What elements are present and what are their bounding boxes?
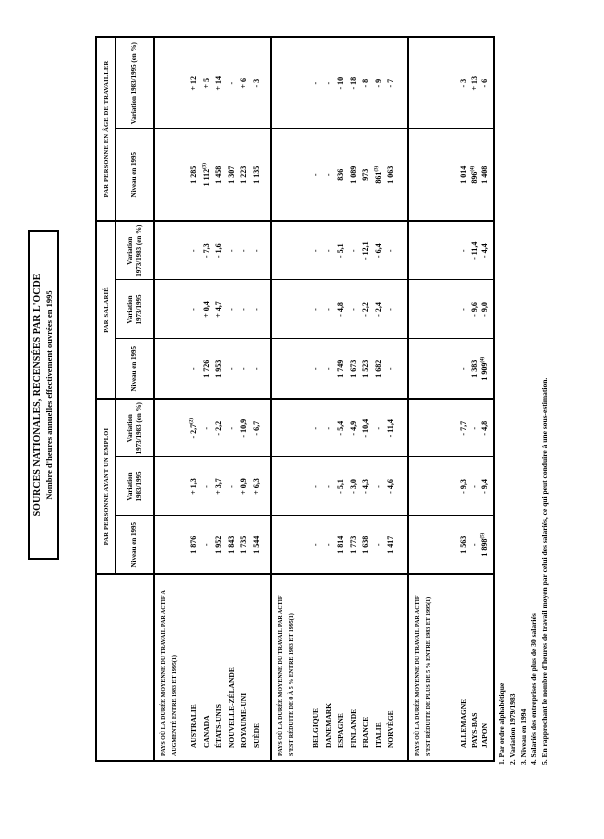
country-name: FRANCE	[361, 716, 370, 748]
value: -	[386, 367, 395, 371]
country-name: PAYS-BAS	[469, 712, 479, 748]
col-header: Variation 1973/1995	[116, 280, 155, 339]
value-cell	[408, 129, 494, 221]
value: 1 223	[239, 165, 248, 184]
value: + 0,4	[201, 301, 211, 318]
footnote: 5. En rapprochant le nombre d'heures de travail moyen par celui des salariés, ce qui peut conduire à une sous-estimation.	[540, 377, 550, 765]
value: 1 638	[361, 535, 370, 554]
value: - 4,9	[348, 420, 358, 436]
value-cell	[271, 221, 408, 280]
value: - 4,6	[386, 479, 395, 494]
value: - 9,3	[459, 479, 468, 494]
country-name: ÉTATS-UNIS	[214, 704, 223, 748]
value-cell	[154, 221, 271, 280]
value: 1 814	[336, 535, 345, 554]
country-name: ALLEMAGNE	[459, 698, 468, 748]
country-cell	[271, 574, 408, 761]
value: -	[459, 367, 468, 371]
value: -	[469, 426, 479, 430]
value: 1 563	[459, 535, 468, 554]
value-cell	[154, 457, 271, 516]
country-name: NORVÈGE	[386, 710, 395, 748]
value-cell	[154, 129, 271, 221]
col-header: Variation 1983/1995 (en %)	[116, 37, 155, 129]
value: -	[226, 426, 236, 430]
value: 1 307	[226, 165, 236, 184]
value: -	[239, 308, 248, 311]
group-header-salarie: PAR SALARIÉ	[96, 221, 116, 399]
value: - 3,0	[348, 479, 358, 494]
value: 1 544	[251, 535, 261, 554]
value: 973	[361, 168, 370, 181]
value: - 3	[459, 78, 468, 88]
value	[201, 129, 214, 220]
footnote-ref: (3)	[373, 165, 379, 172]
value: -	[311, 308, 320, 311]
value: -	[189, 367, 198, 371]
footnote: 2. Variation 1979/1983	[507, 693, 517, 765]
value	[188, 400, 201, 457]
value: 836	[336, 168, 345, 181]
value: 1 726	[201, 359, 211, 378]
value: -	[311, 426, 320, 430]
footnotes	[497, 378, 551, 765]
value: - 5,1	[336, 479, 345, 494]
value: + 13	[469, 75, 479, 91]
value: -	[323, 543, 333, 547]
value: - 5,1	[336, 243, 345, 259]
country-name: ESPAGNE	[336, 713, 345, 748]
value: -	[189, 308, 198, 311]
value: - 2,2	[361, 302, 370, 317]
value: -	[323, 249, 333, 253]
value: - 8	[361, 78, 370, 88]
value-number: 1 898	[480, 538, 489, 557]
value: - 2,4	[373, 302, 383, 317]
value: -	[201, 485, 211, 488]
value: 1 063	[386, 165, 395, 184]
value-cell	[154, 516, 271, 574]
value: 1 458	[214, 165, 223, 184]
value: 1 749	[336, 359, 345, 378]
value: - 1,6	[214, 243, 223, 259]
value: 1 952	[214, 535, 223, 554]
footnote-ref: (4)	[480, 356, 486, 363]
group-header-emploi: PAR PERSONNE AYANT UN EMPLOI	[96, 399, 116, 574]
value: - 18	[348, 76, 358, 90]
col-header: Niveau en 1995	[116, 339, 155, 399]
value-cell	[271, 516, 408, 574]
footnote: 4. Salariés des entreprises de plus de 30 salariés	[529, 613, 539, 765]
value: - 9,6	[469, 302, 479, 317]
title-box	[28, 230, 59, 560]
value: - 4,8	[480, 420, 489, 436]
value-cell	[271, 399, 408, 457]
value	[480, 340, 491, 399]
value: -	[348, 308, 358, 311]
value-cell	[408, 516, 494, 574]
value: - 7,3	[201, 243, 211, 259]
value: - 4,3	[361, 479, 370, 494]
country-name: CANADA	[201, 715, 211, 748]
value: + 3,7	[214, 478, 223, 495]
col-header: Variation 1973/1983 (en %)	[116, 399, 155, 457]
value: 1 089	[348, 165, 358, 184]
footnote: 3. Niveau en 1994	[518, 708, 528, 765]
value: 1 417	[386, 535, 395, 554]
value: -	[226, 81, 236, 85]
value: - 9	[373, 78, 383, 88]
value-cell	[271, 37, 408, 129]
footnote-ref: (3)	[201, 163, 207, 169]
value: -	[373, 426, 383, 430]
value: -	[226, 308, 236, 311]
group-heading: PAYS OÙ LA DURÉE MOYENNE DU TRAVAIL PAR ACTIF S'EST RÉDUITE DE 0 À 5 % ENTRE 1983 ET 1995(1)	[278, 595, 295, 756]
value: - 10,4	[361, 418, 370, 438]
footnote-ref: (2)	[189, 418, 195, 424]
country-name: ITALIE	[373, 722, 383, 748]
value: + 6,3	[251, 478, 261, 495]
value-cell	[154, 280, 271, 339]
value-number: 1 909	[480, 362, 489, 381]
value: 1 014	[459, 165, 468, 184]
value: -	[373, 543, 383, 547]
country-name: BELGIQUE	[311, 707, 320, 748]
value: 1 843	[226, 535, 236, 554]
value: 1 876	[189, 535, 198, 554]
value: 1 285	[189, 165, 198, 184]
value: -	[226, 485, 236, 488]
table-row-group	[271, 37, 408, 761]
country-cell	[408, 574, 494, 761]
col-header: Variation 1983/1995	[116, 457, 155, 516]
value: + 1,3	[189, 478, 198, 495]
value: 1 673	[348, 359, 358, 378]
value: 1 523	[361, 359, 370, 378]
footnote-ref: (4)	[469, 165, 475, 172]
value: -	[311, 249, 320, 253]
value-cell	[408, 37, 494, 129]
value: - 7,7	[459, 420, 468, 436]
value: - 4,8	[336, 302, 345, 317]
value-cell	[271, 339, 408, 399]
table-row-group	[154, 37, 271, 761]
table-body	[154, 37, 494, 761]
value: - 11,4	[386, 419, 395, 438]
value: -	[239, 249, 248, 253]
value-cell	[154, 339, 271, 399]
col-header: Niveau en 1995	[116, 129, 155, 221]
value: -	[469, 485, 479, 488]
value: -	[459, 249, 468, 253]
value: -	[201, 426, 211, 430]
value-number: 1 112	[201, 168, 211, 187]
value: -	[226, 367, 236, 371]
value: - 4,4	[480, 243, 489, 259]
country-name: DANEMARK	[323, 703, 333, 748]
footnote-ref: (5)	[480, 532, 486, 539]
value: -	[311, 543, 320, 547]
value: - 7	[386, 78, 395, 88]
value: 1 682	[373, 359, 383, 378]
value-cell	[408, 457, 494, 516]
value-cell	[408, 221, 494, 280]
value-cell	[271, 457, 408, 516]
country-name: ROYAUME-UNI	[239, 692, 248, 748]
value: - 2,2	[214, 420, 223, 436]
value: -	[251, 308, 261, 311]
col-header: Variation 1973/1983 (en %)	[116, 221, 155, 280]
country-cell	[154, 574, 271, 761]
value: -	[251, 249, 261, 253]
value: - 9,4	[480, 479, 489, 494]
value: -	[189, 249, 198, 253]
value-cell	[408, 339, 494, 399]
value: -	[311, 81, 320, 85]
footnote: 1. Par ordre alphabétique	[497, 682, 506, 765]
value-cell	[154, 399, 271, 457]
value: 1 383	[469, 359, 479, 378]
value: -	[386, 308, 395, 311]
country-name: JAPON	[480, 723, 489, 748]
value: -	[239, 367, 248, 371]
value: -	[323, 81, 333, 85]
value-cell	[271, 129, 408, 221]
value: + 14	[214, 75, 223, 91]
value-cell	[271, 280, 408, 339]
value: - 10,9	[239, 418, 248, 438]
value: -	[469, 543, 479, 547]
group-header-age: PAR PERSONNE EN ÂGE DE TRAVAILLER	[96, 37, 116, 221]
value-number: 861	[373, 171, 383, 184]
value	[470, 129, 481, 220]
value-cell	[408, 280, 494, 339]
value: -	[311, 485, 320, 488]
value: - 12,1	[361, 241, 370, 261]
page-subtitle: Nombre d'heures annuelles effectivement ouvrées en 1995	[44, 290, 54, 500]
col-header: Niveau en 1995	[116, 516, 155, 574]
value: -	[251, 367, 261, 371]
group-heading: PAYS OÙ LA DURÉE MOYENNE DU TRAVAIL PAR ACTIF A AUGMENTÉ ENTRE 1983 ET 1995(1)	[161, 590, 178, 756]
value: -	[311, 173, 320, 177]
corner-cell	[96, 574, 154, 761]
value: - 6,7	[251, 420, 261, 436]
value: + 6	[239, 77, 248, 89]
value: 1 953	[214, 359, 223, 378]
value: 1 735	[239, 535, 248, 554]
value: 1 408	[480, 165, 489, 184]
value-cell	[408, 399, 494, 457]
value: - 3	[251, 78, 261, 88]
value-cell	[154, 37, 271, 129]
page-title: SOURCES NATIONALES, RECENSÉES PAR L'OCDE	[32, 273, 43, 517]
value: - 9,0	[480, 302, 489, 317]
value	[480, 517, 491, 574]
value: -	[323, 485, 333, 488]
value-number: 896	[469, 171, 479, 184]
value: -	[373, 485, 383, 488]
value: + 4,7	[214, 301, 223, 318]
value: -	[323, 367, 333, 371]
value: - 6	[480, 78, 489, 88]
value: 1 773	[348, 535, 358, 554]
value: -	[348, 249, 358, 253]
hours-table	[95, 36, 495, 762]
value: -	[459, 308, 468, 311]
value: + 5	[201, 77, 211, 89]
value: -	[201, 543, 211, 547]
country-name: AUSTRALIE	[189, 704, 198, 748]
value: -	[226, 249, 236, 253]
country-name: FINLANDE	[348, 708, 358, 748]
value: -	[323, 173, 333, 177]
value: -	[386, 249, 395, 253]
group-heading: PAYS OÙ LA DURÉE MOYENNE DU TRAVAIL PAR ACTIF S'EST RÉDUITE DE PLUS DE 5 % ENTRE 1983 ET 1995(1)	[415, 595, 432, 756]
value: - 10	[336, 76, 345, 90]
value: - 5,4	[336, 420, 345, 436]
value: -	[323, 426, 333, 430]
value: + 0,9	[239, 478, 248, 495]
value: -	[323, 308, 333, 311]
value: 1 135	[251, 165, 261, 184]
value: -	[311, 367, 320, 371]
value	[373, 129, 386, 220]
country-name: NOUVELLE-ZÉLANDE	[226, 667, 236, 748]
value: + 12	[189, 75, 198, 91]
value-number: - 2,7	[189, 423, 198, 439]
value: - 11,4	[469, 241, 479, 260]
country-name: SUÈDE	[251, 722, 261, 748]
value: - 6,4	[373, 243, 383, 259]
table-row-group	[408, 37, 494, 761]
